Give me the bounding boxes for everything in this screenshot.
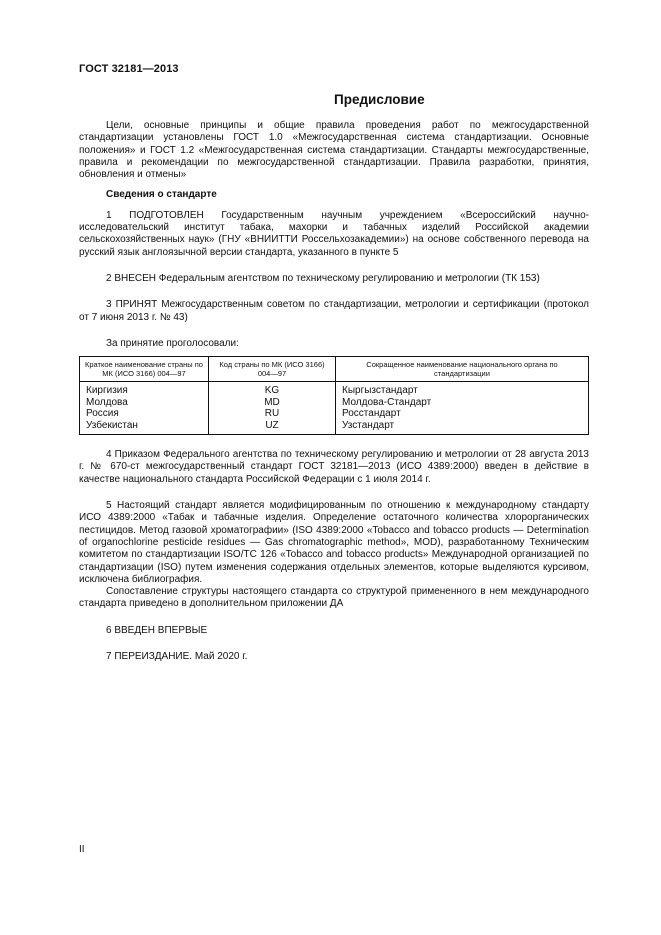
table-row <box>80 420 589 435</box>
table-row <box>80 397 589 409</box>
page-number: II <box>79 844 85 855</box>
item-7-paragraph: 7 ПЕРЕИЗДАНИЕ. Май 2020 г. <box>106 651 248 663</box>
page-title <box>79 92 589 107</box>
item-4-paragraph: 4 Приказом Федерального агентства по техническому регулированию и метрологии от 28 августа 2013 г. № 670-ст межгосударственный стандарт ГОСТ 32181—2013 (ИСО 4389:2000) введен в действие в качестве национального стандарта Российской Федерации с 1 июля 2014 г. <box>79 449 589 485</box>
cell-code: UZ <box>209 420 336 435</box>
vote-table-header-row <box>80 357 589 382</box>
item-3-paragraph: 3 ПРИНЯТ Межгосударственным советом по стандартизации, метрологии и сертификации (протокол от 7 июня 2013 г. № 43) <box>79 299 589 323</box>
cell-body: Узстандарт <box>336 420 589 435</box>
vote-table <box>79 356 589 435</box>
table-row <box>80 382 589 397</box>
item-6-paragraph: 6 ВВЕДЕН ВПЕРВЫЕ <box>106 624 208 636</box>
title-text: Предисловие <box>334 92 425 107</box>
cell-country: Россия <box>80 408 209 420</box>
item-2-paragraph: 2 ВНЕСЕН Федеральным агентством по техническому регулированию и метрологии (ТК 153) <box>106 272 540 284</box>
section-heading: Сведения о стандарте <box>106 189 217 201</box>
header-code: Код страны по МК (ИСО 3166) 004—97 <box>209 357 336 382</box>
item-1-paragraph: 1 ПОДГОТОВЛЕН Государственным научным учреждением «Всероссийский научно-исследовательский институт табака, махорки и табачных изделий Российской академии сельскохозяйственных наук» (ГНУ «ВНИИТТИ Россельхозакадемии») на основе собственного перевода на русский язык англоязычной версии стандарта, указанного в пункте 5 <box>79 209 589 258</box>
cell-country: Узбекистан <box>80 420 209 435</box>
cell-code: KG <box>209 382 336 397</box>
intro-paragraph: Цели, основные принципы и общие правила проведения работ по межгосударственной стандартизации установлены ГОСТ 1.0 «Межгосударственная система стандартизации. Основные положения» и ГОСТ 1.2 «Межгосударственная система стандартизации. Стандарты межгосударственные, правила и рекомендации по межгосударственной стандартизации. Правила разработки, принятия, обновления и отмены» <box>79 120 589 181</box>
vote-caption: За принятие проголосовали: <box>106 337 239 349</box>
item-5-paragraph: 5 Настоящий стандарт является модифицированным по отношению к международному стандарту ИСО 4389:2000 «Табак и табачные изделия. Определение остаточного количества хлорорганических пестицидов. Метод газовой хроматографии» (ISO 4389:2000 «Tobacco and tobacco products — Determination of organochlorine pesticide residues — Gas chromatographic method», MOD), разработанному Техническим комитетом по стандартизации ISO/TC 126 «Tobacco and tobacco products» Международной организацией по стандартизации (ISO) путем изменения содержания отдельных элементов, которые выделяются курсивом, исключена библиография. <box>79 500 589 585</box>
cell-body: Молдова-Стандарт <box>336 397 589 409</box>
cell-body: Кыргызстандарт <box>336 382 589 397</box>
main-content <box>79 120 589 663</box>
header-country: Краткое наименование страны по МК (ИСО 3166) 004—97 <box>80 357 209 382</box>
cell-body: Росстандарт <box>336 408 589 420</box>
header-body: Сокращенное наименование национального органа по стандартизации <box>336 357 589 382</box>
cell-country: Киргизия <box>80 382 209 397</box>
table-row <box>80 408 589 420</box>
item-5-comparison-paragraph: Сопоставление структуры настоящего стандарта со структурой примененного в нем международного стандарта приведено в дополнительном приложении ДА <box>79 586 589 610</box>
document-code-header: ГОСТ 32181—2013 <box>79 63 179 75</box>
cell-code: MD <box>209 397 336 409</box>
cell-country: Молдова <box>80 397 209 409</box>
cell-code: RU <box>209 408 336 420</box>
